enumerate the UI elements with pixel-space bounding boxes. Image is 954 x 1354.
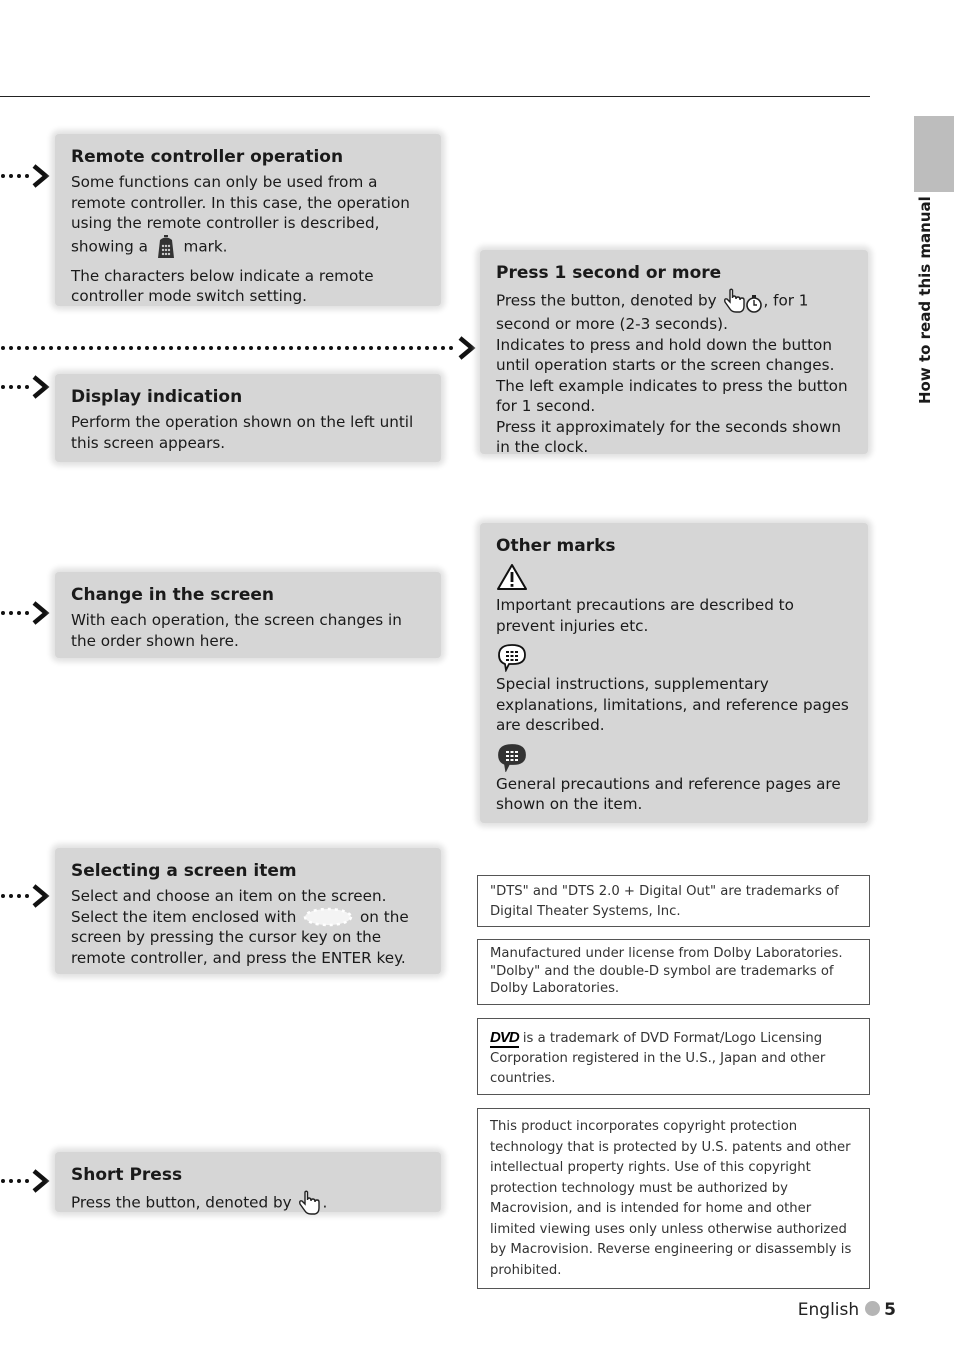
footer-language: English [797, 1300, 860, 1320]
box-text: The characters below indicate a remote controller mode switch setting. [71, 266, 374, 305]
page-number: 5 [884, 1300, 896, 1320]
remote-controller-icon [155, 234, 177, 260]
dotted-arrow-icon [0, 372, 56, 402]
general-speech-bubble-icon [496, 742, 530, 772]
box-text: General precautions and reference pages are shown on the item. [496, 774, 841, 813]
dotted-arrow-icon [0, 881, 56, 911]
dotted-arrow-icon [0, 161, 56, 191]
footer-dot-icon [865, 1301, 880, 1316]
box-text: Select and choose an item on the screen. Select the item enclosed with on the screen by pressing the cursor key on the remote controller, and press the ENTER key. [71, 887, 409, 967]
dvd-trademark-notice: DVD is a trademark of DVD Format/Logo Licensing Corporation registered in the U.S., Japan and other countries. [477, 1018, 870, 1095]
box-title: Short Press [71, 1165, 183, 1185]
box-text: Indicates to press and hold down the button until operation starts or the screen changes. The left example indicates to press the button for 1 second. [496, 335, 848, 415]
dts-trademark-notice: "DTS" and "DTS 2.0 + Digital Out" are trademarks of Digital Theater Systems, Inc. [477, 875, 870, 927]
box-title: Press 1 second or more [496, 263, 722, 283]
box-text: Important precautions are described to prevent injuries etc. [496, 596, 794, 635]
box-title: Display indication [71, 387, 243, 407]
selecting-screen-item-box [55, 848, 441, 974]
dotted-selection-icon [302, 907, 354, 927]
box-title: Selecting a screen item [71, 861, 297, 881]
side-tab-marker [914, 116, 954, 192]
long-dotted-arrow-icon [0, 333, 480, 363]
box-text: Some functions can only be used from a remote controller. In this case, the operation using the remote controller is described, showing a mark. [71, 172, 425, 260]
press-one-second-box [480, 250, 868, 454]
remote-controller-box [55, 134, 441, 306]
dotted-arrow-icon [0, 598, 56, 628]
box-text: Press the button, denoted by , for 1 second or more (2-3 seconds). [496, 288, 852, 335]
dolby-trademark-notice: Manufactured under license from Dolby Laboratories. "Dolby" and the double-D symbol are trademarks of Dolby Laboratories. [477, 939, 870, 1005]
press-hold-clock-icon [721, 288, 763, 314]
box-text: Special instructions, supplementary explanations, limitations, and reference pages are described. [496, 675, 849, 734]
side-tab-label: How to read this manual [916, 196, 934, 404]
box-title: Remote controller operation [71, 147, 344, 167]
box-text: Press it approximately for the seconds shown in the clock. [496, 417, 842, 456]
box-title: Other marks [496, 536, 616, 556]
box-text: With each operation, the screen changes in the order shown here. [71, 611, 402, 650]
box-text: Press the button, denoted by . [71, 1190, 425, 1216]
macrovision-notice: This product incorporates copyright protection technology that is protected by U.S. patents and other intellectual property rights. Use of this copyright protection technology must be authorized by Macrovision, and is intended for home and other limited viewing uses only unless otherwise authorized by Macrovision. Reverse engineering or disassembly is prohibited. [477, 1108, 870, 1289]
page-footer [798, 1300, 896, 1320]
dvd-logo: DVD [490, 1029, 519, 1046]
warning-icon [496, 563, 528, 591]
other-marks-box [480, 523, 868, 823]
top-rule [0, 96, 870, 97]
change-in-screen-box [55, 572, 441, 658]
press-hand-icon [296, 1190, 322, 1216]
display-indication-box [55, 374, 441, 462]
box-text: Perform the operation shown on the left until this screen appears. [71, 413, 414, 452]
dotted-arrow-icon [0, 1166, 56, 1196]
note-speech-bubble-icon [496, 642, 530, 672]
short-press-box [55, 1152, 441, 1212]
box-title: Change in the screen [71, 585, 275, 605]
